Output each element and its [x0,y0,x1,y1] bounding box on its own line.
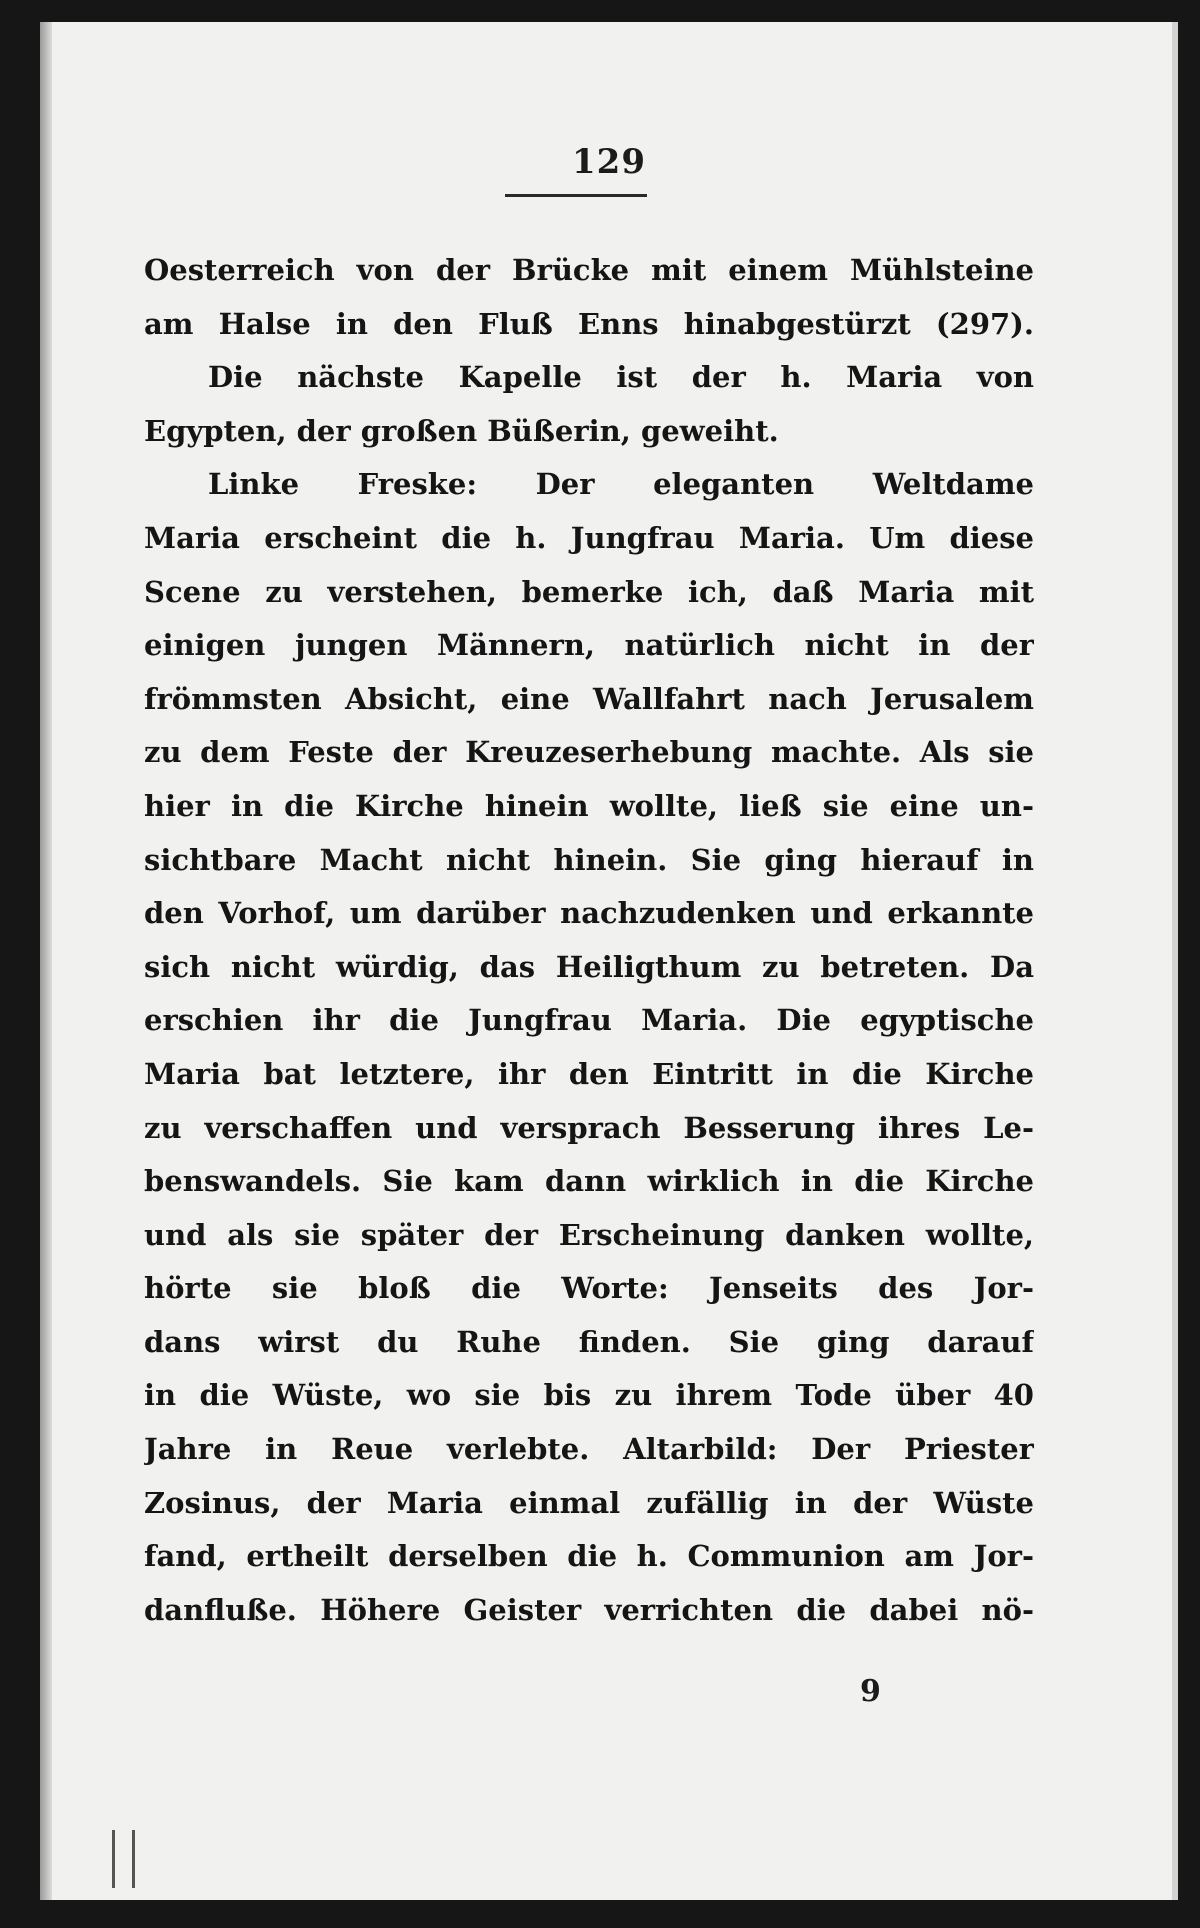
text-line: Maria bat letztere, ihr den Eintritt in die Kirche [144,1056,1034,1091]
text-line: Oesterreich von der Brücke mit einem Mühlsteine [144,253,1034,287]
header-rule [505,194,647,197]
text-line: den Vorhof, um darüber nachzudenken und erkannte [144,896,1034,931]
text-line: Die nächste Kapelle ist der h. Maria von [208,360,1034,395]
text-line: zu dem Feste der Kreuzeserhebung machte. Als sie [144,735,1034,770]
page-left-edge [40,22,52,1900]
text-line: hörte sie bloß die Worte: Jenseits des Jor- [144,1271,1034,1306]
text-line: sich nicht würdig, das Heiligthum zu betreten. Da [144,949,1034,984]
text-line: erschien ihr die Jungfrau Maria. Die egyptische [144,1003,1034,1038]
page-right-edge [1172,22,1178,1900]
text-line: fand, ertheilt derselben die h. Communion am Jor- [144,1539,1034,1574]
text-line: zu verschaffen und versprach Besserung ihres Le- [144,1110,1034,1145]
text-line: frömmsten Absicht, eine Wallfahrt nach Jerusalem [144,681,1034,716]
body-text [144,244,1034,1637]
text-line: danfluße. Höhere Geister verrichten die dabei nö- [144,1592,1034,1627]
page-number: 129 [572,142,646,182]
scan-edge-mark [132,1830,135,1888]
text-line: dans wirst du Ruhe finden. Sie ging darauf [144,1324,1034,1359]
text-line: sichtbare Macht nicht hinein. Sie ging hierauf in [144,842,1034,877]
text-line: und als sie später der Erscheinung danken wollte, [144,1217,1034,1252]
text-line: Zosinus, der Maria einmal zufällig in der Wüste [144,1485,1034,1520]
text-line: in die Wüste, wo sie bis zu ihrem Tode über 40 [144,1378,1034,1413]
text-line: Egypten, der großen Büßerin, geweiht. [144,413,779,448]
text-line: benswandels. Sie kam dann wirklich in die Kirche [144,1164,1034,1199]
text-line: Maria erscheint die h. Jungfrau Maria. Um diese [144,520,1034,555]
text-line: Linke Freske: Der eleganten Weltdame [208,467,1034,502]
scan-edge-mark [112,1830,115,1888]
book-page [40,22,1178,1900]
text-line: am Halse in den Fluß Enns hinabgestürzt (297). [144,306,1034,341]
text-line: Jahre in Reue verlebte. Altarbild: Der Priester [144,1432,1034,1467]
text-line: hier in die Kirche hinein wollte, ließ sie eine un- [144,788,1034,823]
text-line: Scene zu verstehen, bemerke ich, daß Maria mit [144,574,1034,609]
signature-mark: 9 [860,1674,881,1709]
text-line: einigen jungen Männern, natürlich nicht in der [144,628,1034,663]
